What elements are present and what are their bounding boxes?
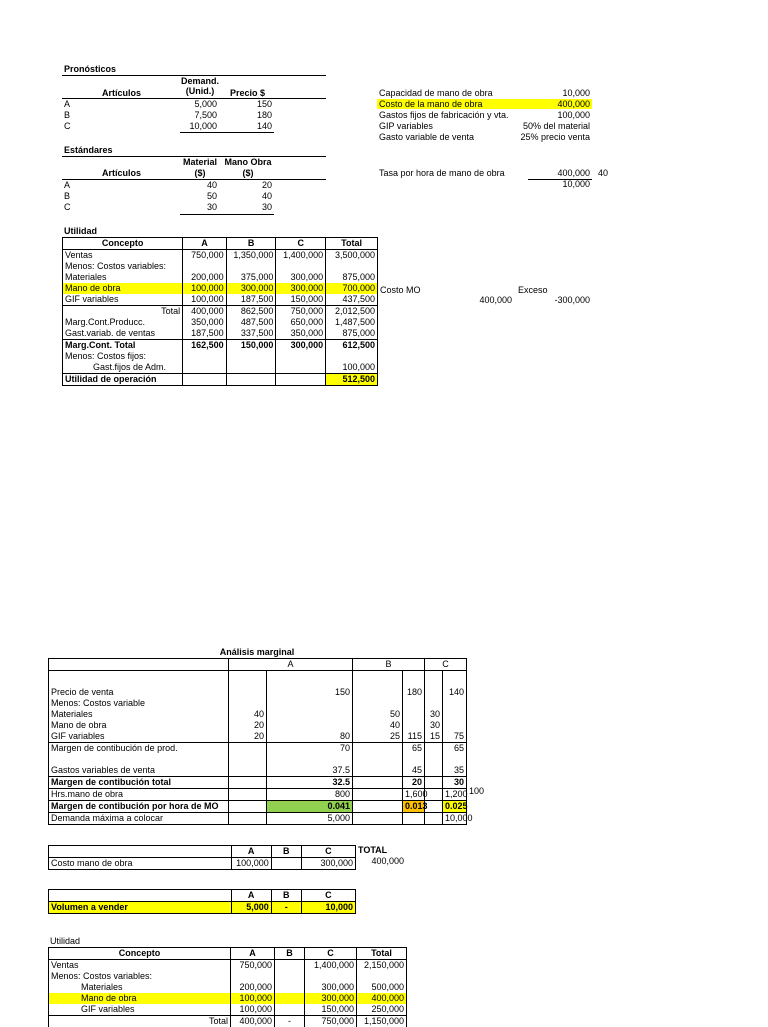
am-c2-5: 65 [443, 743, 467, 755]
am-label-6 [49, 754, 229, 765]
am-c2-6 [443, 754, 467, 765]
am-label-3: Mano de obra [49, 720, 229, 731]
u1-b-10 [226, 362, 276, 374]
utilidad2-title: Utilidad [50, 936, 80, 946]
am-header-blank [49, 659, 229, 671]
table-row [63, 294, 378, 306]
am-c2-9: 1,200 [443, 789, 467, 801]
costo-mo-table [48, 845, 356, 870]
header-articulos-est: Artículos [102, 168, 141, 178]
tasa-side: 40 [598, 168, 608, 178]
am-c2-2 [443, 709, 467, 720]
u1-t-6: 1,487,500 [326, 317, 378, 328]
am-a2-7: 37.5 [267, 765, 353, 777]
am-b1-6 [353, 754, 403, 765]
u2-concepto-0: Ventas [49, 960, 231, 972]
est-material-1: 50 [180, 191, 217, 201]
u2-t-5: 1,150,000 [357, 1016, 407, 1027]
am-b2-6 [403, 754, 425, 765]
est-art-1: B [64, 191, 70, 201]
volumen-header-a: A [231, 890, 271, 902]
u1-concepto-5: Total [63, 306, 183, 318]
u2-b-4 [275, 1004, 305, 1016]
pronosticos-title: Pronósticos [64, 64, 116, 74]
u2-concepto-2: Materiales [49, 982, 231, 993]
am-b2-10: 0.013 [403, 801, 425, 813]
table-row [49, 754, 467, 765]
u1-cc-3: 300,000 [276, 283, 326, 294]
volumen-table [48, 889, 356, 914]
costo-mo-a: 100,000 [231, 858, 271, 870]
u1-cc-1 [276, 261, 326, 272]
info-value-2: 100,000 [500, 110, 590, 120]
exceso-label: Exceso [518, 285, 548, 295]
am-spacer [49, 671, 229, 688]
u2-t-4: 250,000 [357, 1004, 407, 1016]
header-precio: Precio $ [230, 88, 265, 98]
info-label-0: Capacidad de mano de obra [379, 88, 493, 98]
est-mo-2: 30 [230, 202, 272, 212]
u1-b-8: 150,000 [226, 340, 276, 352]
am-label-1: Menos: Costos variable [49, 698, 229, 709]
table-row [63, 306, 378, 318]
u1-cc-6: 650,000 [276, 317, 326, 328]
u2-b-1 [275, 971, 305, 982]
header-articulos: Artículos [102, 88, 141, 98]
table-row [49, 813, 467, 825]
u1-t-11: 512,500 [326, 374, 378, 386]
u1-a-5: 400,000 [183, 306, 227, 318]
am-a2-8: 32.5 [267, 777, 353, 789]
am-a1-2: 40 [229, 709, 267, 720]
volumen-c: 10,000 [301, 902, 355, 914]
u2-header-3: C [305, 948, 357, 960]
u2-b-5: - [275, 1016, 305, 1027]
u1-b-6: 487,500 [226, 317, 276, 328]
u1-a-10 [183, 362, 227, 374]
info-label-1: Costo de la mano de obra [379, 99, 483, 109]
u1-b-7: 337,500 [226, 328, 276, 340]
table-row [49, 960, 407, 972]
u1-concepto-3: Mano de obra [63, 283, 183, 294]
u1-t-1 [326, 261, 378, 272]
am-a2-10: 0.041 [267, 801, 353, 813]
am-a1-8 [229, 777, 267, 789]
u2-concepto-3: Mano de obra [49, 993, 231, 1004]
u1-concepto-11: Utilidad de operación [63, 374, 183, 386]
am-c1-0 [425, 687, 443, 698]
info-label-4: Gasto variable de venta [379, 132, 474, 142]
u1-cc-0: 1,400,000 [276, 250, 326, 262]
u1-b-1 [226, 261, 276, 272]
table-row [63, 374, 378, 386]
u1-concepto-0: Ventas [63, 250, 183, 262]
header-material: Material [180, 157, 220, 167]
table-row [49, 982, 407, 993]
am-a1-10 [229, 801, 267, 813]
u1-a-3: 100,000 [183, 283, 227, 294]
am-a2-3 [267, 720, 353, 731]
u1-b-2: 375,000 [226, 272, 276, 283]
am-b2-11 [403, 813, 425, 825]
table-row [63, 351, 378, 362]
table-row [49, 993, 407, 1004]
u1-t-10: 100,000 [326, 362, 378, 374]
pron-precio-1: 180 [230, 110, 272, 120]
u1-cc-2: 300,000 [276, 272, 326, 283]
am-c2-3 [443, 720, 467, 731]
table-row [49, 720, 467, 731]
am-spacer-cell [229, 671, 267, 688]
u1-b-4: 187,500 [226, 294, 276, 306]
am-a1-9 [229, 789, 267, 801]
pron-art-1: B [64, 110, 70, 120]
am-spacer-cell [353, 671, 403, 688]
costo-mo-header-a: A [231, 846, 271, 858]
u1-a-1 [183, 261, 227, 272]
am-c2-1 [443, 698, 467, 709]
u1-concepto-2: Materiales [63, 272, 183, 283]
costo-mo-b [271, 858, 301, 870]
am-c1-5 [425, 743, 443, 755]
u1-header-4: Total [326, 238, 378, 250]
u1-a-9 [183, 351, 227, 362]
header-material-unit: ($) [180, 168, 220, 178]
u2-a-0: 750,000 [231, 960, 275, 972]
tasa-num: 400,000 [530, 168, 590, 178]
table-row [63, 340, 378, 352]
u1-t-2: 875,000 [326, 272, 378, 283]
am-a2-11: 5,000 [267, 813, 353, 825]
am-a2-6 [267, 754, 353, 765]
am-a2-4: 80 [267, 731, 353, 743]
am-c2-7: 35 [443, 765, 467, 777]
u1-header-0: Concepto [63, 238, 183, 250]
u1-t-9 [326, 351, 378, 362]
analisis-table [48, 658, 467, 825]
table-row [63, 250, 378, 262]
u2-t-0: 2,150,000 [357, 960, 407, 972]
am-c1-7 [425, 765, 443, 777]
table-row [63, 328, 378, 340]
volumen-a: 5,000 [231, 902, 271, 914]
u1-cc-9 [276, 351, 326, 362]
am-b2-7: 45 [403, 765, 425, 777]
info-value-0: 10,000 [500, 88, 590, 98]
u2-header-4: Total [357, 948, 407, 960]
analisis-title: Análisis marginal [48, 647, 466, 657]
u2-a-4: 100,000 [231, 1004, 275, 1016]
u2-concepto-5: Total [49, 1016, 231, 1027]
info-value-3: 50% del material [500, 121, 590, 131]
am-label-4: GIF variables [49, 731, 229, 743]
u1-b-5: 862,500 [226, 306, 276, 318]
am-label-8: Margen de contibución total [49, 777, 229, 789]
pron-art-2: C [64, 121, 71, 131]
u2-cc-2: 300,000 [305, 982, 357, 993]
costo-mo-header-b: B [271, 846, 301, 858]
am-label-10: Margen de contibución por hora de MO [49, 801, 229, 813]
volumen-header-b: B [271, 890, 301, 902]
am-spacer-cell [403, 671, 425, 688]
u2-concepto-4: GIF variables [49, 1004, 231, 1016]
u1-cc-8: 300,000 [276, 340, 326, 352]
u2-concepto-1: Menos: Costos variables: [49, 971, 231, 982]
am-a2-1 [267, 698, 353, 709]
table-row [49, 765, 467, 777]
costo-mo-label: Costo MO [380, 285, 421, 295]
am-a1-7 [229, 765, 267, 777]
u2-cc-5: 750,000 [305, 1016, 357, 1027]
u1-cc-7: 350,000 [276, 328, 326, 340]
u2-b-2 [275, 982, 305, 993]
am-label-2: Materiales [49, 709, 229, 720]
am-b1-10 [353, 801, 403, 813]
am-c1-3: 30 [425, 720, 443, 731]
am-c1-2: 30 [425, 709, 443, 720]
am-c2-0: 140 [443, 687, 467, 698]
u1-header-2: B [226, 238, 276, 250]
table-row [63, 362, 378, 374]
u1-b-11 [226, 374, 276, 386]
am-label-11: Demanda máxima a colocar [49, 813, 229, 825]
u1-b-3: 300,000 [226, 283, 276, 294]
am-header-b: B [353, 659, 425, 671]
u2-header-1: A [231, 948, 275, 960]
utilidad2-table [48, 947, 407, 1027]
am-a1-4: 20 [229, 731, 267, 743]
am-b1-9 [353, 789, 403, 801]
am-label-9: Hrs.mano de obra [49, 789, 229, 801]
am-header-a: A [229, 659, 353, 671]
tasa-label: Tasa por hora de mano de obra [379, 168, 505, 178]
u1-b-0: 1,350,000 [226, 250, 276, 262]
am-b2-0: 180 [403, 687, 425, 698]
u2-cc-4: 150,000 [305, 1004, 357, 1016]
header-demand-unit: (Unid.) [180, 86, 220, 96]
am-b1-0 [353, 687, 403, 698]
info-value-1: 400,000 [500, 99, 590, 109]
u2-t-3: 400,000 [357, 993, 407, 1004]
am-b2-3 [403, 720, 425, 731]
u1-header-1: A [183, 238, 227, 250]
u1-t-4: 437,500 [326, 294, 378, 306]
am-a1-6 [229, 754, 267, 765]
u2-a-3: 100,000 [231, 993, 275, 1004]
am-b1-1 [353, 698, 403, 709]
am-b1-7 [353, 765, 403, 777]
am-c2-11: 10,000 [443, 813, 467, 825]
costo-mo-header-total: TOTAL [358, 845, 387, 855]
volumen-row-label: Volumen a vender [49, 902, 232, 914]
u1-a-4: 100,000 [183, 294, 227, 306]
am-b2-4: 115 [403, 731, 425, 743]
u1-cc-11 [276, 374, 326, 386]
estandares-title: Estándares [64, 145, 113, 155]
u2-a-2: 200,000 [231, 982, 275, 993]
table-row [63, 317, 378, 328]
u1-concepto-4: GIF variables [63, 294, 183, 306]
am-b2-5: 65 [403, 743, 425, 755]
am-b2-2 [403, 709, 425, 720]
pron-art-0: A [64, 99, 70, 109]
am-a2-0: 150 [267, 687, 353, 698]
u1-concepto-10: Gast.fijos de Adm. [63, 362, 183, 374]
u1-t-5: 2,012,500 [326, 306, 378, 318]
table-row [49, 1016, 407, 1027]
costo-mo-header-c: C [301, 846, 355, 858]
u1-a-11 [183, 374, 227, 386]
u1-t-8: 612,500 [326, 340, 378, 352]
u1-concepto-9: Menos: Costos fijos: [63, 351, 183, 362]
costo-mo-total: 400,000 [358, 856, 404, 866]
est-art-0: A [64, 180, 70, 190]
am-a2-9: 800 [267, 789, 353, 801]
u1-a-2: 200,000 [183, 272, 227, 283]
pron-demand-0: 5,000 [180, 99, 217, 109]
header-mano-obra: Mano Obra [222, 157, 274, 167]
am-spacer-cell [425, 671, 443, 688]
am-header-c: C [425, 659, 467, 671]
est-material-2: 30 [180, 202, 217, 212]
table-row [49, 731, 467, 743]
am-c1-8 [425, 777, 443, 789]
u2-header-2: B [275, 948, 305, 960]
am-c2-8: 30 [443, 777, 467, 789]
u2-t-1 [357, 971, 407, 982]
am-a1-3: 20 [229, 720, 267, 731]
u2-t-2: 500,000 [357, 982, 407, 993]
u2-a-5: 400,000 [231, 1016, 275, 1027]
header-demand: Demand. [180, 76, 220, 86]
u1-a-6: 350,000 [183, 317, 227, 328]
u2-cc-3: 300,000 [305, 993, 357, 1004]
side-100: 100 [469, 786, 484, 796]
am-c1-1 [425, 698, 443, 709]
table-row [49, 1004, 407, 1016]
u2-a-1 [231, 971, 275, 982]
u1-header-3: C [276, 238, 326, 250]
table-row [49, 709, 467, 720]
u1-cc-4: 150,000 [276, 294, 326, 306]
am-label-0: Precio de venta [49, 687, 229, 698]
am-b2-1 [403, 698, 425, 709]
am-b2-8: 20 [403, 777, 425, 789]
est-mo-1: 40 [230, 191, 272, 201]
am-b1-4: 25 [353, 731, 403, 743]
table-row [49, 743, 467, 755]
u2-b-3 [275, 993, 305, 1004]
am-a2-5: 70 [267, 743, 353, 755]
u1-concepto-7: Gast.variab. de ventas [63, 328, 183, 340]
est-mo-0: 20 [230, 180, 272, 190]
pron-demand-1: 7,500 [180, 110, 217, 120]
u1-a-0: 750,000 [183, 250, 227, 262]
u1-cc-10 [276, 362, 326, 374]
tasa-den: 10,000 [530, 179, 590, 189]
am-c2-10: 0.025 [443, 801, 467, 813]
utilidad1-table [62, 237, 378, 386]
pron-demand-2: 10,000 [180, 121, 217, 131]
pron-precio-2: 140 [230, 121, 272, 131]
table-row [49, 789, 467, 801]
u1-t-7: 875,000 [326, 328, 378, 340]
u2-cc-0: 1,400,000 [305, 960, 357, 972]
info-label-3: GIP variables [379, 121, 433, 131]
costo-mo-row-label: Costo mano de obra [49, 858, 232, 870]
utilidad1-title: Utilidad [64, 226, 97, 236]
am-b1-8 [353, 777, 403, 789]
am-spacer-cell [267, 671, 353, 688]
am-b1-11 [353, 813, 403, 825]
u1-cc-5: 750,000 [276, 306, 326, 318]
am-label-7: Gastos variables de venta [49, 765, 229, 777]
am-a1-1 [229, 698, 267, 709]
u2-cc-1 [305, 971, 357, 982]
am-a1-0 [229, 687, 267, 698]
am-b2-9: 1,600 [403, 789, 425, 801]
am-b1-3: 40 [353, 720, 403, 731]
u1-t-3: 700,000 [326, 283, 378, 294]
est-material-0: 40 [180, 180, 217, 190]
est-art-2: C [64, 202, 71, 212]
pron-precio-0: 150 [230, 99, 272, 109]
u1-t-0: 3,500,000 [326, 250, 378, 262]
volumen-header-c: C [301, 890, 355, 902]
table-row [63, 261, 378, 272]
costo-mo-value: 400,000 [470, 295, 512, 305]
volumen-b: - [271, 902, 301, 914]
am-c1-11 [425, 813, 443, 825]
u1-a-7: 187,500 [183, 328, 227, 340]
u1-concepto-8: Marg.Cont. Total [63, 340, 183, 352]
u1-a-8: 162,500 [183, 340, 227, 352]
am-spacer-cell [443, 671, 467, 688]
u2-header-0: Concepto [49, 948, 231, 960]
table-row [49, 777, 467, 789]
am-a1-5 [229, 743, 267, 755]
u1-b-9 [226, 351, 276, 362]
am-b1-5 [353, 743, 403, 755]
table-row [63, 283, 378, 294]
u2-b-0 [275, 960, 305, 972]
table-row [49, 971, 407, 982]
exceso-value: -300,000 [540, 295, 590, 305]
am-c1-6 [425, 754, 443, 765]
table-row [63, 272, 378, 283]
table-row [49, 801, 467, 813]
am-a1-11 [229, 813, 267, 825]
table-row [49, 698, 467, 709]
am-b1-2: 50 [353, 709, 403, 720]
am-label-5: Margen de contibución de prod. [49, 743, 229, 755]
header-mano-obra-unit: ($) [222, 168, 274, 178]
u1-concepto-6: Marg.Cont.Producc. [63, 317, 183, 328]
u1-concepto-1: Menos: Costos variables: [63, 261, 183, 272]
costo-mo-c: 300,000 [301, 858, 355, 870]
table-row [49, 687, 467, 698]
info-label-2: Gastos fijos de fabricación y vta. [379, 110, 509, 120]
am-a2-2 [267, 709, 353, 720]
info-value-4: 25% precio venta [500, 132, 590, 142]
am-c2-4: 75 [443, 731, 467, 743]
am-c1-4: 15 [425, 731, 443, 743]
